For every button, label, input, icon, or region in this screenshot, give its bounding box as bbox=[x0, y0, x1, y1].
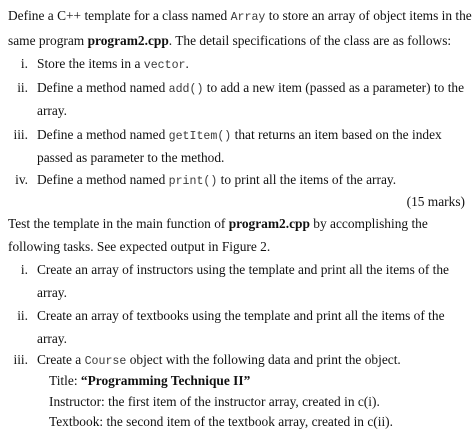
text: Define a method named bbox=[37, 80, 169, 95]
filename: program2.cpp bbox=[228, 216, 310, 231]
code-term: print() bbox=[168, 175, 218, 188]
course-textbook-line: Textbook: the second item of the textbook array, created in c(ii). bbox=[49, 414, 393, 429]
list-number: ii. bbox=[17, 80, 28, 95]
list-number: i. bbox=[20, 56, 28, 71]
list-item bbox=[37, 56, 189, 74]
text: to print all the items of the array. bbox=[217, 172, 397, 187]
text: Define a method named bbox=[37, 127, 169, 142]
list-item-continuation: passed as parameter to the method. bbox=[37, 150, 225, 165]
marks-label: (15 marks) bbox=[406, 194, 465, 209]
list-item bbox=[37, 352, 401, 370]
text: to add a new item (passed as a parameter) to the bbox=[203, 80, 465, 95]
text: to store an array of object items in the bbox=[265, 8, 472, 23]
list-number: iii. bbox=[13, 127, 28, 142]
filename: program2.cpp bbox=[87, 33, 169, 48]
course-title-value: “Programming Technique II” bbox=[80, 373, 251, 388]
list-item-continuation: array. bbox=[37, 103, 67, 118]
text: object with the following data and print the object. bbox=[126, 352, 401, 367]
code-class-name: Course bbox=[84, 355, 127, 368]
text: Define a method named bbox=[37, 172, 169, 187]
course-instructor-line: Instructor: the first item of the instructor array, created in c(i). bbox=[49, 394, 380, 409]
list-item: Create an array of instructors using the template and print all the items of the bbox=[37, 262, 450, 277]
text: Test the template in the main function of bbox=[8, 216, 229, 231]
text: . The detail specifications of the class are as follows: bbox=[168, 33, 452, 48]
list-item bbox=[37, 172, 396, 190]
list-number: iii. bbox=[13, 352, 28, 367]
code-term: add() bbox=[168, 83, 204, 96]
paragraph-line bbox=[8, 8, 472, 26]
list-item-continuation: array. bbox=[37, 331, 67, 346]
course-title-line bbox=[49, 373, 250, 389]
text: Define a C++ template for a class named bbox=[8, 8, 231, 23]
paragraph-line bbox=[8, 216, 428, 232]
list-item: Create an array of textbooks using the template and print all the items of the bbox=[37, 308, 445, 323]
paragraph-line bbox=[8, 33, 451, 49]
list-item bbox=[37, 80, 464, 98]
paragraph-line: following tasks. See expected output in Figure 2. bbox=[8, 239, 271, 254]
text: Store the items in a bbox=[37, 56, 144, 71]
code-term: getItem() bbox=[168, 130, 232, 143]
text: same program bbox=[8, 33, 88, 48]
code-term: vector bbox=[143, 59, 186, 72]
list-item-continuation: array. bbox=[37, 285, 67, 300]
course-title-label: Title: bbox=[49, 373, 81, 388]
list-item bbox=[37, 127, 442, 145]
text: . bbox=[185, 56, 189, 71]
list-number: i. bbox=[20, 262, 28, 277]
list-number: iv. bbox=[15, 172, 28, 187]
list-number: ii. bbox=[17, 308, 28, 323]
text: Create a bbox=[37, 352, 85, 367]
text: by accomplishing the bbox=[309, 216, 428, 231]
text: that returns an item based on the index bbox=[231, 127, 442, 142]
code-class-name: Array bbox=[230, 11, 266, 24]
